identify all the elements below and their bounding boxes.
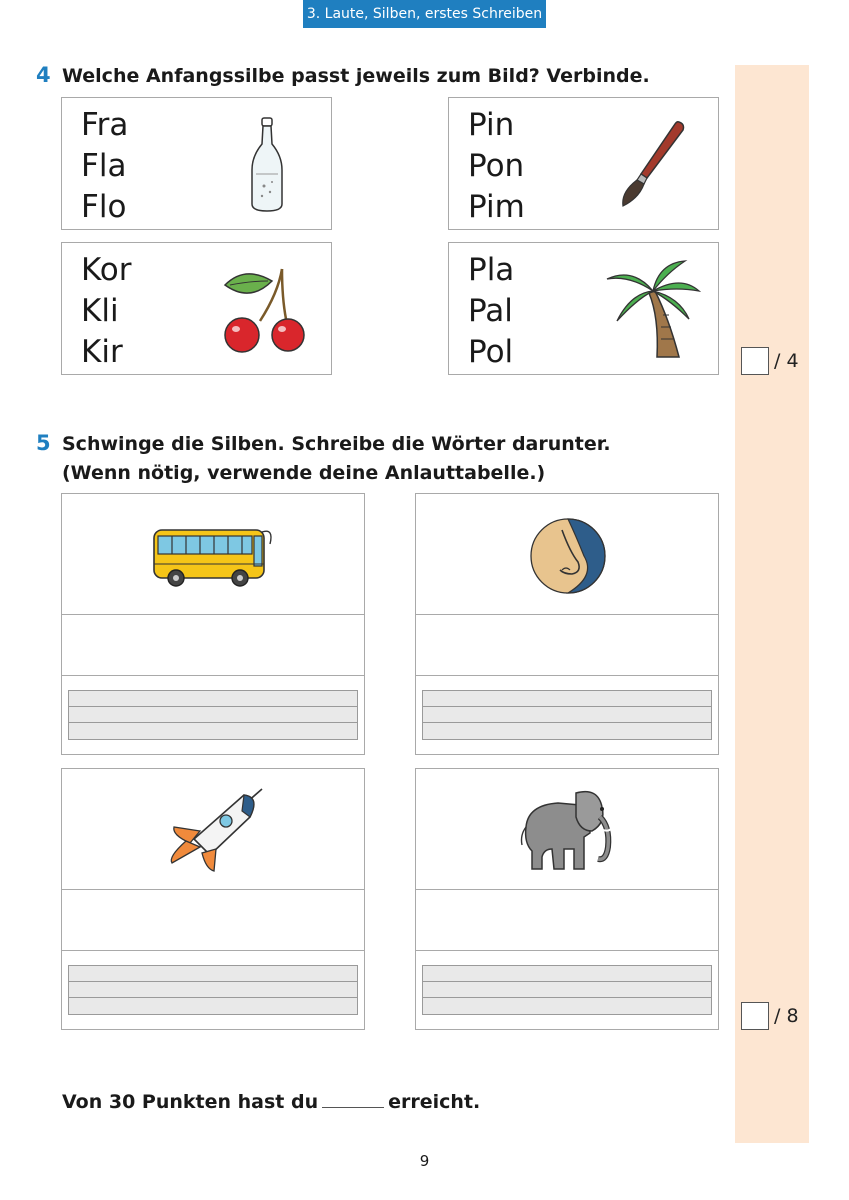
score-box-task5[interactable] <box>741 1002 769 1030</box>
writing-lines[interactable] <box>422 690 712 740</box>
syllable-option[interactable]: Fla <box>81 148 127 184</box>
word-card <box>61 493 365 755</box>
picture-area <box>416 769 718 890</box>
writing-lines[interactable] <box>68 690 358 740</box>
score-sidebar <box>735 65 809 1143</box>
syllable-option[interactable]: Fra <box>81 107 129 143</box>
task-number: 5 <box>36 431 51 455</box>
score-max-task4: / 4 <box>774 350 799 372</box>
picture-area <box>62 494 364 615</box>
picture-area <box>416 494 718 615</box>
picture-area <box>62 769 364 890</box>
syllable-arc-area[interactable] <box>416 890 718 951</box>
score-box-task4[interactable] <box>741 347 769 375</box>
elephant-icon <box>518 787 620 873</box>
syllable-option[interactable]: Pon <box>468 148 525 184</box>
syllable-box <box>61 242 332 375</box>
writing-lines[interactable] <box>422 965 712 1015</box>
section-header: 3. Laute, Silben, erstes Schreiben <box>303 0 546 28</box>
syllable-arc-area[interactable] <box>416 615 718 676</box>
word-card <box>415 493 719 755</box>
points-summary-before: Von 30 Punkten hast du <box>62 1091 319 1113</box>
syllable-option[interactable]: Flo <box>81 189 127 225</box>
bottle-icon <box>242 116 292 214</box>
syllable-option[interactable]: Kor <box>81 252 132 288</box>
syllable-option[interactable]: Kli <box>81 293 119 329</box>
syllable-arc-area[interactable] <box>62 890 364 951</box>
syllable-box <box>448 97 719 230</box>
syllable-option[interactable]: Pin <box>468 107 515 143</box>
syllable-option[interactable]: Pal <box>468 293 513 329</box>
task-number: 4 <box>36 63 51 87</box>
syllable-option[interactable]: Pol <box>468 334 514 370</box>
syllable-box <box>448 242 719 375</box>
syllable-option[interactable]: Pla <box>468 252 515 288</box>
cherries-icon <box>220 263 312 355</box>
task-instruction: Welche Anfangssilbe passt jeweils zum Bild? Verbinde. <box>62 65 650 87</box>
points-summary-after: erreicht. <box>388 1091 481 1113</box>
bus-icon <box>150 524 278 590</box>
task-instruction: Schwinge die Silben. Schreibe die Wörter darunter. <box>62 433 611 455</box>
word-card <box>61 768 365 1030</box>
writing-lines[interactable] <box>68 965 358 1015</box>
syllable-arc-area[interactable] <box>62 615 364 676</box>
syllable-box <box>61 97 332 230</box>
word-card <box>415 768 719 1030</box>
syllable-option[interactable]: Pim <box>468 189 525 225</box>
task-instruction-hint: (Wenn nötig, verwende deine Anlauttabelle.) <box>62 462 546 484</box>
paintbrush-icon <box>617 118 689 210</box>
rocket-icon <box>164 787 266 873</box>
syllable-option[interactable]: Kir <box>81 334 123 370</box>
palm-tree-icon <box>603 257 703 361</box>
points-summary <box>62 1091 480 1113</box>
nose-icon <box>526 516 610 596</box>
points-input-blank[interactable] <box>322 1107 384 1108</box>
page-number: 9 <box>419 1152 430 1170</box>
score-max-task5: / 8 <box>774 1005 799 1027</box>
